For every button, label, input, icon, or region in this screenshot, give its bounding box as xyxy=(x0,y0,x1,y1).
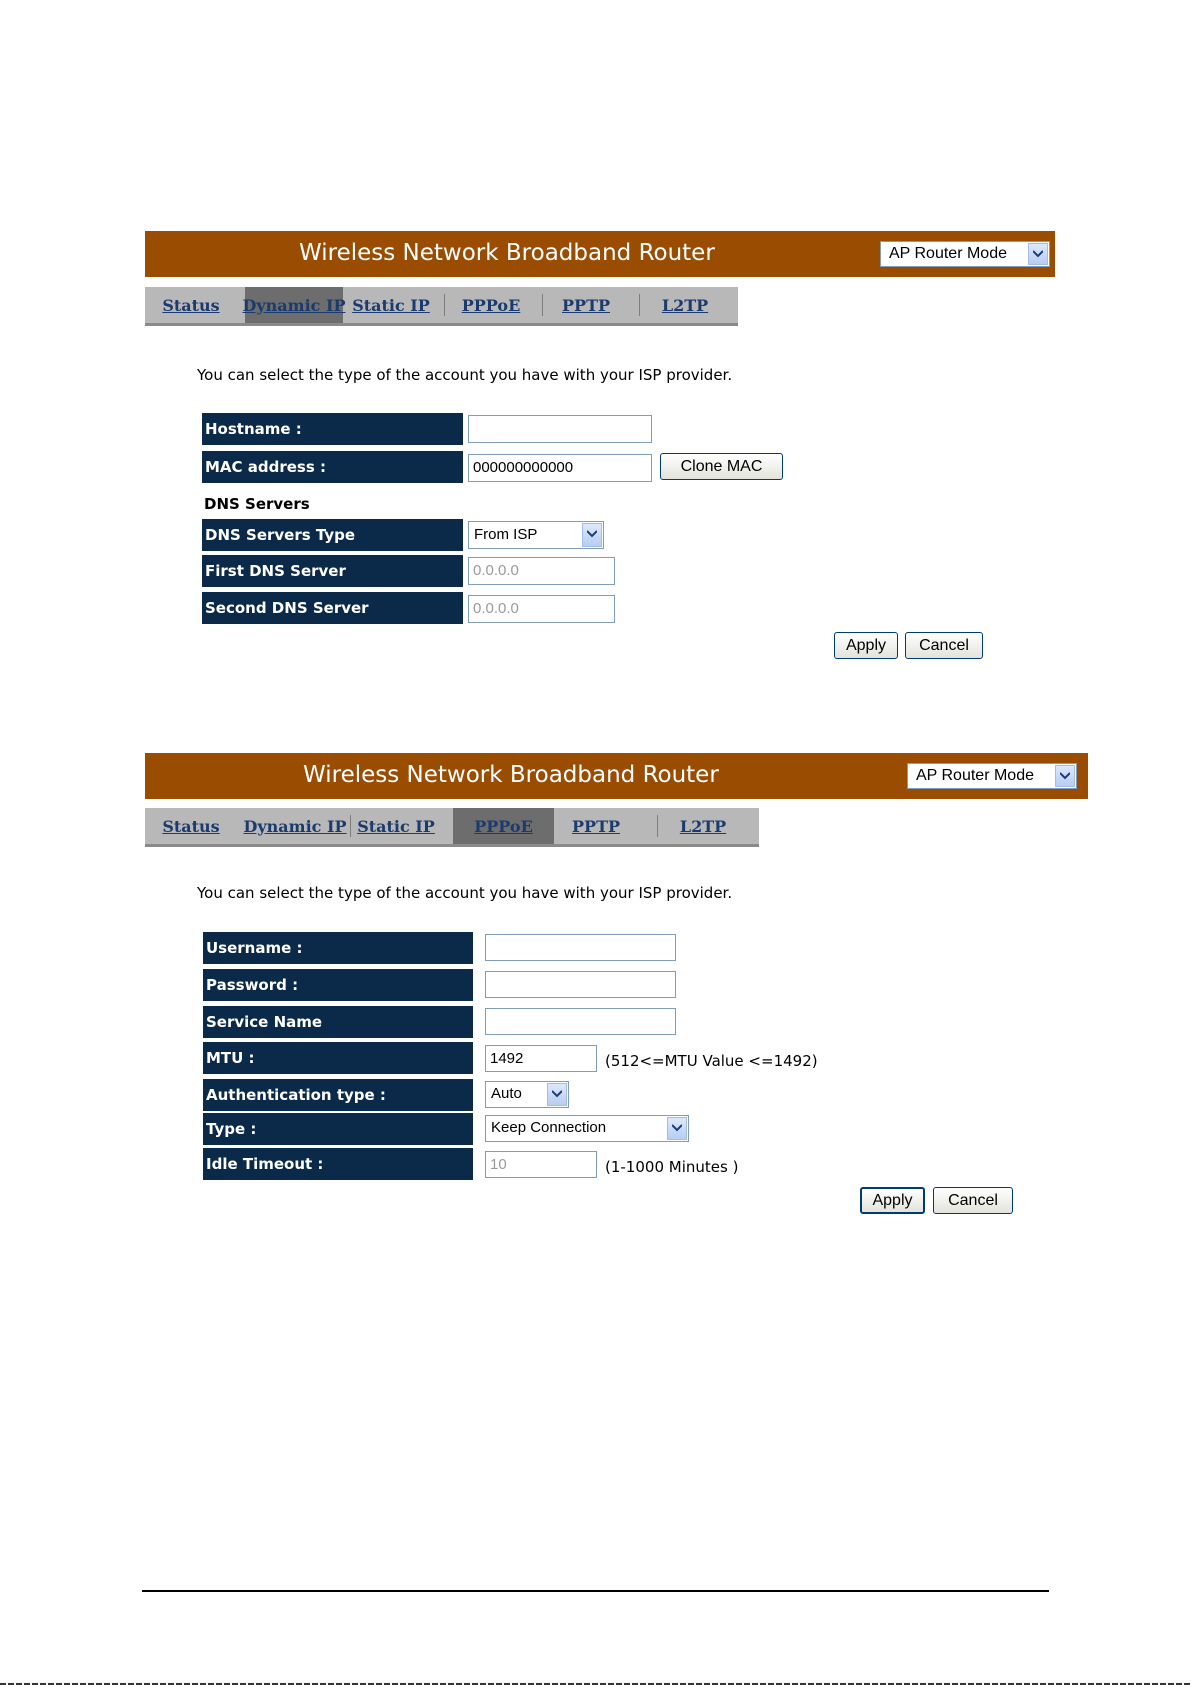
chevron-down-icon[interactable] xyxy=(582,523,602,547)
mtu-label: MTU : xyxy=(203,1042,473,1074)
password-input[interactable] xyxy=(485,971,676,998)
mode-select[interactable] xyxy=(880,241,1050,267)
mode-select[interactable] xyxy=(907,763,1077,789)
chevron-down-icon[interactable] xyxy=(1055,765,1075,787)
authentication-type-select[interactable] xyxy=(485,1081,569,1108)
tab-separator xyxy=(444,294,445,316)
tab-separator xyxy=(639,294,640,316)
intro-text: You can select the type of the account you have with your ISP provider. xyxy=(197,884,733,902)
tab-status[interactable]: Status xyxy=(162,816,220,836)
hostname-label: Hostname : xyxy=(202,413,463,445)
service-name-label: Service Name xyxy=(203,1006,473,1038)
tab-separator xyxy=(657,815,658,837)
dns-servers-heading: DNS Servers xyxy=(204,495,310,513)
connection-type-select[interactable] xyxy=(485,1115,689,1142)
tab-static-ip[interactable]: Static IP xyxy=(357,816,435,836)
dns-servers-type-value: From ISP xyxy=(474,526,538,543)
tab-status[interactable]: Status xyxy=(162,295,220,315)
password-label: Password : xyxy=(203,969,473,1001)
idle-timeout-input[interactable]: 10 xyxy=(485,1151,597,1178)
connection-type-value: Keep Connection xyxy=(491,1119,607,1136)
apply-button[interactable]: Apply xyxy=(834,632,898,659)
first-dns-server-input[interactable]: 0.0.0.0 xyxy=(468,557,615,585)
app-title: Wireless Network Broadband Router xyxy=(303,762,719,788)
tab-separator xyxy=(350,815,351,837)
mtu-range-note: (512<=MTU Value <=1492) xyxy=(605,1052,818,1070)
first-dns-server-label: First DNS Server xyxy=(202,555,463,587)
tab-dynamic-ip[interactable]: Dynamic IP xyxy=(245,287,343,323)
tab-bar xyxy=(145,287,738,326)
tab-pppoe[interactable]: PPPoE xyxy=(461,295,521,315)
second-dns-server-label: Second DNS Server xyxy=(202,592,463,624)
chevron-down-icon[interactable] xyxy=(547,1083,567,1106)
tab-static-ip[interactable]: Static IP xyxy=(352,295,430,315)
cancel-button[interactable]: Cancel xyxy=(933,1187,1013,1214)
mode-select-value: AP Router Mode xyxy=(889,245,1007,262)
mtu-input[interactable]: 1492 xyxy=(485,1045,597,1072)
app-title: Wireless Network Broadband Router xyxy=(299,240,715,266)
tab-l2tp[interactable]: L2TP xyxy=(661,295,709,315)
tab-bar xyxy=(145,808,759,847)
tab-pptp[interactable]: PPTP xyxy=(562,295,610,315)
tab-pptp[interactable]: PPTP xyxy=(572,816,620,836)
chevron-down-icon[interactable] xyxy=(667,1117,687,1140)
intro-text: You can select the type of the account you have with your ISP provider. xyxy=(197,366,733,384)
tab-separator xyxy=(542,294,543,316)
mac-address-input[interactable]: 000000000000 xyxy=(468,454,652,482)
dns-servers-type-select[interactable] xyxy=(468,521,604,549)
cancel-button[interactable]: Cancel xyxy=(905,632,983,659)
username-input[interactable] xyxy=(485,934,676,961)
tab-l2tp[interactable]: L2TP xyxy=(679,816,727,836)
mac-address-label: MAC address : xyxy=(202,451,463,483)
tab-dynamic-ip[interactable]: Dynamic IP xyxy=(243,816,347,836)
hostname-input[interactable] xyxy=(468,415,652,443)
dns-servers-type-label: DNS Servers Type xyxy=(202,519,463,551)
chevron-down-icon[interactable] xyxy=(1028,243,1048,265)
service-name-input[interactable] xyxy=(485,1008,676,1035)
title-bar xyxy=(145,231,1055,277)
connection-type-label: Type : xyxy=(203,1113,473,1145)
username-label: Username : xyxy=(203,932,473,964)
authentication-type-label: Authentication type : xyxy=(203,1079,473,1111)
clone-mac-button[interactable]: Clone MAC xyxy=(660,453,783,480)
idle-timeout-label: Idle Timeout : xyxy=(203,1148,473,1180)
mode-select-value: AP Router Mode xyxy=(916,767,1034,784)
tab-pppoe[interactable]: PPPoE xyxy=(453,808,554,844)
footer-rule xyxy=(142,1590,1049,1592)
title-bar xyxy=(145,753,1088,799)
idle-timeout-note: (1-1000 Minutes ) xyxy=(605,1158,739,1176)
authentication-type-value: Auto xyxy=(491,1085,522,1102)
second-dns-server-input[interactable]: 0.0.0.0 xyxy=(468,595,615,623)
apply-button[interactable]: Apply xyxy=(860,1187,925,1214)
